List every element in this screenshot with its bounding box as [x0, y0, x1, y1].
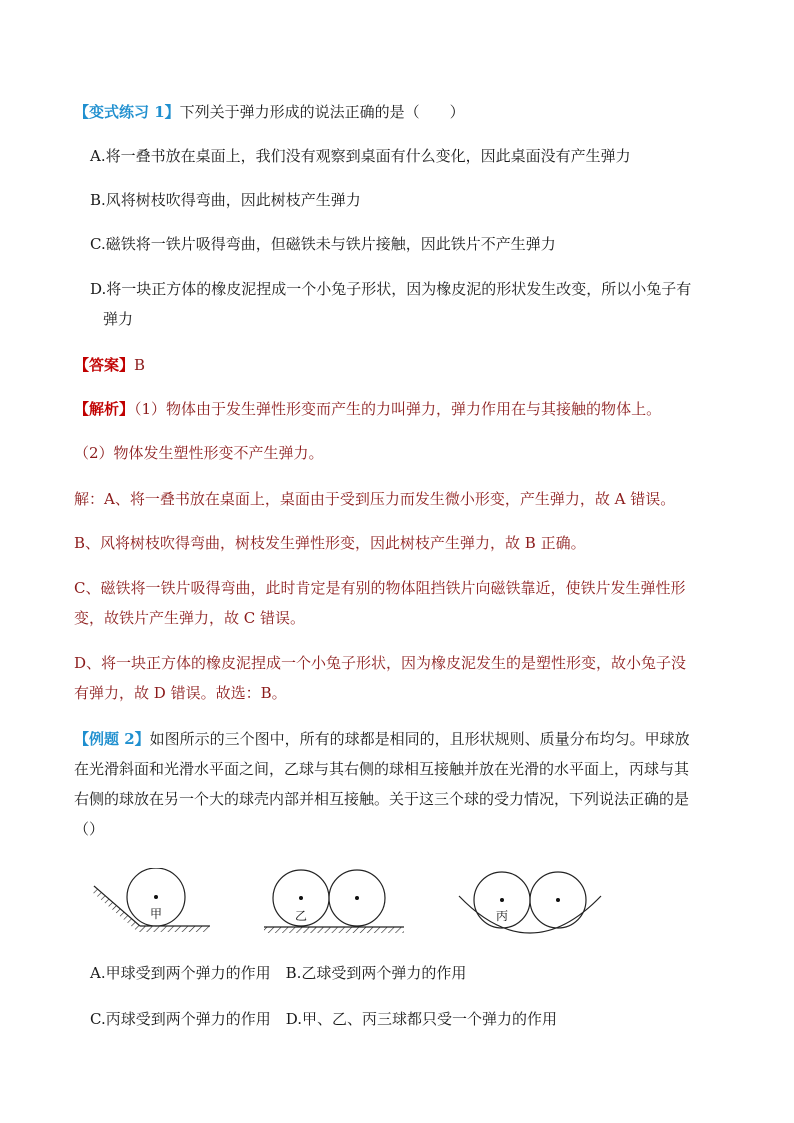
solution-c-line2: 变，故铁片产生弹力，故 C 错误。: [74, 609, 306, 627]
solution-d-line2: 有弹力，故 D 错误。故选：B。: [74, 684, 287, 702]
q2-stem-line3: 右侧的球放在另一个大的球壳内部并相互接触。关于这三个球的受力情况，下列说法正确的是: [74, 790, 690, 808]
ball-yi-center: [299, 896, 303, 900]
ball-right-bing-center: [556, 898, 560, 902]
q2-stem-line1: [74, 729, 690, 749]
answer-line: [74, 355, 145, 375]
q2-stem-line4: （）: [74, 820, 105, 838]
floor-hatch: [264, 927, 404, 933]
answer-value: B: [134, 356, 146, 374]
q1-header: [74, 102, 465, 122]
q2-stem-1: 如图所示的三个图中，所有的球都是相同的，且形状规则、质量分布均匀。甲球放: [149, 730, 690, 748]
analysis-p2: （2）物体发生塑性形变不产生弹力。: [74, 444, 324, 462]
q1-stem: 下列关于弹力形成的说法正确的是（ ）: [179, 103, 465, 121]
figure-yi: [262, 868, 412, 938]
solution-d-line1: D、将一块正方体的橡皮泥捏成一个小兔子形状，因为橡皮泥发生的是塑性形变，故小兔子没: [74, 654, 687, 672]
analysis-tag: 【解析】: [74, 400, 135, 418]
q1-option-a: A.将一叠书放在桌面上，我们没有观察到桌面有什么变化，因此桌面没有产生弹力: [90, 147, 631, 165]
figure-jia: [90, 868, 220, 938]
ball-right-yi-center: [355, 896, 359, 900]
q2-options-line2: C.丙球受到两个弹力的作用 D.甲、乙、丙三球都只受一个弹力的作用: [90, 1010, 557, 1028]
incline-surface: [94, 886, 140, 926]
label-bing: 丙: [496, 909, 509, 923]
q2-tag: 【例题 2】: [74, 730, 150, 748]
solution-c-line1: C、磁铁将一铁片吸得弯曲，此时肯定是有别的物体阻挡铁片向磁铁靠近，使铁片发生弹性形: [74, 579, 686, 597]
q2-stem-line2: 在光滑斜面和光滑水平面之间，乙球与其右侧的球相互接触并放在光滑的水平面上，丙球与其: [74, 760, 690, 778]
q1-option-c: C.磁铁将一铁片吸得弯曲，但磁铁未与铁片接触，因此铁片不产生弹力: [90, 235, 556, 253]
q1-option-d-line2: 弹力: [103, 310, 134, 328]
q1-option-d-line1: D.将一块正方体的橡皮泥捏成一个小兔子形状，因为橡皮泥的形状发生改变，所以小兔子有: [90, 280, 692, 298]
label-yi: 乙: [295, 909, 308, 923]
analysis-p1: （1）物体由于发生弹性形变而产生的力叫弹力，弹力作用在与其接触的物体上。: [134, 400, 662, 418]
solution-a: 解：A、将一叠书放在桌面上，桌面由于受到压力而发生微小形变，产生弹力，故 A 错误。: [74, 490, 676, 508]
ball-bing-center: [500, 898, 504, 902]
q1-tag: 【变式练习 1】: [74, 103, 180, 121]
q1-option-b: B.风将树枝吹得弯曲，因此树枝产生弹力: [90, 191, 361, 209]
figure-bing: [455, 862, 615, 942]
label-jia: 甲: [150, 907, 163, 921]
q2-options-line1: A.甲球受到两个弹力的作用 B.乙球受到两个弹力的作用: [90, 964, 467, 982]
ball-jia-center: [154, 895, 158, 899]
solution-b: B、风将树枝吹得弯曲，树枝发生弹性形变，因此树枝产生弹力，故 B 正确。: [74, 534, 586, 552]
answer-tag: 【答案】: [74, 356, 135, 374]
analysis-line1: [74, 399, 661, 419]
